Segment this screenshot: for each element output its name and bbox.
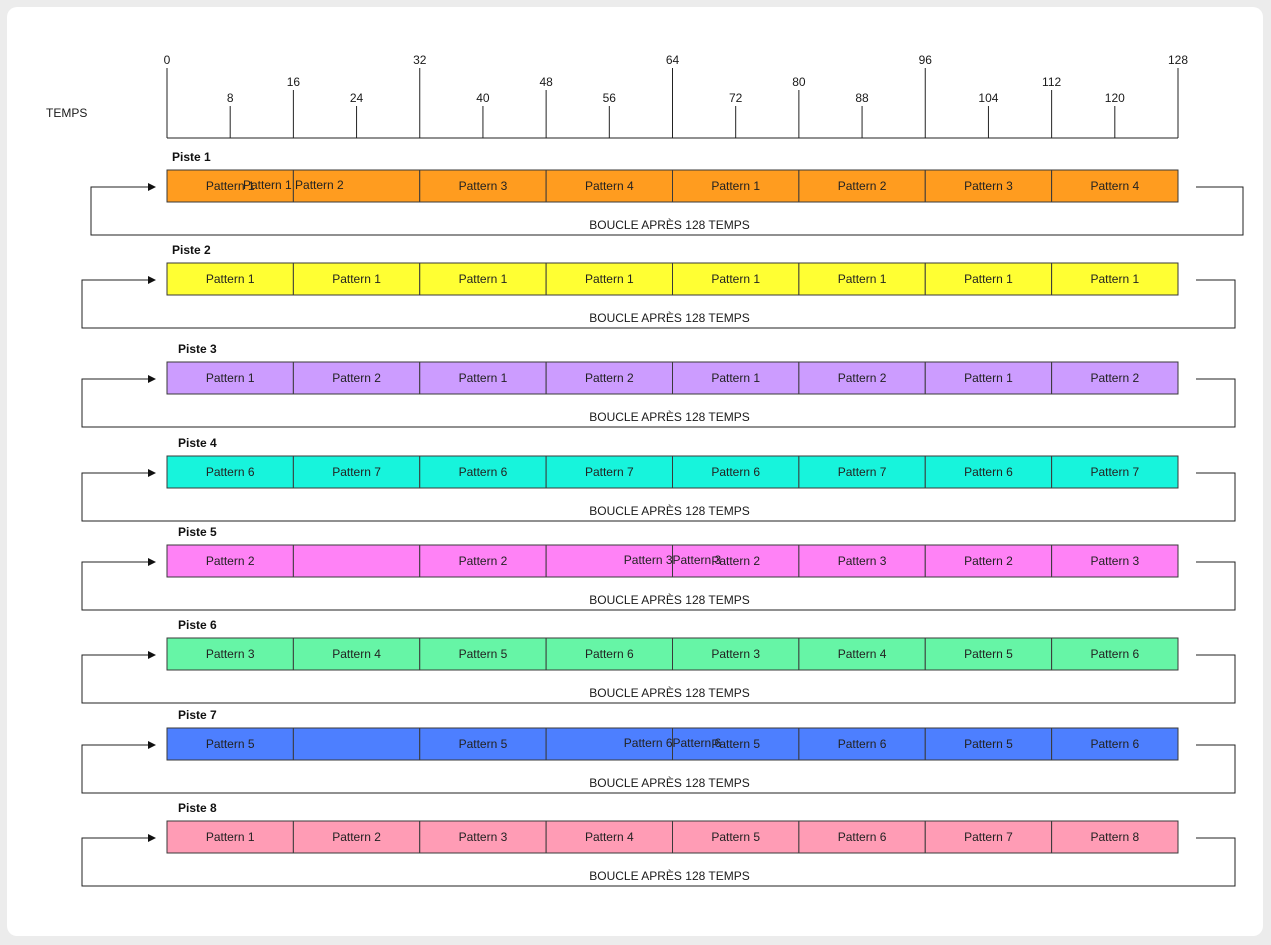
ruler-tick-label: 104 <box>978 91 999 105</box>
track-5 <box>82 525 1235 610</box>
ruler-tick-label: 88 <box>855 91 869 105</box>
ruler-tick-label: 16 <box>286 75 301 89</box>
pattern-label: Pattern 2 <box>584 371 634 385</box>
pattern-label: Pattern 5 <box>964 647 1013 661</box>
pattern-label: Pattern 4 <box>837 647 887 661</box>
track-3 <box>82 342 1235 427</box>
track-8 <box>82 801 1235 886</box>
pattern-label: Pattern 1 <box>964 371 1013 385</box>
pattern-label: Pattern 1 <box>837 272 887 286</box>
track-4 <box>82 436 1235 521</box>
track-name: Piste 5 <box>178 525 217 539</box>
pattern-label: Pattern 6 <box>205 465 255 479</box>
pattern-label: Pattern 4 <box>332 647 381 661</box>
pattern-label: Pattern 7 <box>837 465 887 479</box>
pattern-label: Pattern 1 <box>964 272 1013 286</box>
pattern-label: Pattern 1 <box>711 179 761 193</box>
loop-label: BOUCLE APRÈS 128 TEMPS <box>589 311 750 325</box>
pattern-label: Pattern 3 <box>837 554 887 568</box>
track-2 <box>82 243 1235 328</box>
pattern-label: Pattern 7 <box>332 465 381 479</box>
loop-label: BOUCLE APRÈS 128 TEMPS <box>589 776 750 790</box>
pattern-label: Pattern 2 <box>1090 371 1140 385</box>
track-name: Piste 2 <box>172 243 211 257</box>
pattern-label-overflow: Pattern 6Pattern 6 <box>623 736 722 750</box>
pattern-label: Pattern 3 <box>711 647 761 661</box>
pattern-label: Pattern 5 <box>458 647 508 661</box>
pattern-label: Pattern 5 <box>711 830 761 844</box>
pattern-label: Pattern 1 <box>1090 272 1140 286</box>
pattern-label: Pattern 6 <box>964 465 1013 479</box>
ruler-tick-label: 24 <box>349 91 364 105</box>
pattern-label: Pattern 7 <box>1090 465 1140 479</box>
pattern-cell <box>293 728 419 760</box>
ruler-tick-label: 128 <box>1167 53 1189 67</box>
loop-label: BOUCLE APRÈS 128 TEMPS <box>589 504 750 518</box>
pattern-label: Pattern 6 <box>1090 737 1140 751</box>
ruler-tick-label: 112 <box>1042 75 1062 89</box>
pattern-label: Pattern 6 <box>458 465 508 479</box>
loop-label: BOUCLE APRÈS 128 TEMPS <box>589 218 750 232</box>
pattern-label: Pattern 5 <box>964 737 1013 751</box>
pattern-label: Pattern 2 <box>711 554 761 568</box>
ruler-label: TEMPS <box>46 106 88 120</box>
pattern-label: Pattern 6 <box>584 647 634 661</box>
pattern-label: Pattern 3 <box>964 179 1013 193</box>
pattern-label: Pattern 1 <box>332 272 381 286</box>
pattern-cell <box>293 545 419 577</box>
pattern-label: Pattern 1 <box>205 179 255 193</box>
pattern-label: Pattern 1 <box>458 272 508 286</box>
ruler-tick-label: 48 <box>539 75 553 89</box>
ruler-tick-label: 80 <box>792 75 806 89</box>
ruler-tick-label: 8 <box>226 91 234 105</box>
track-name: Piste 4 <box>178 436 217 450</box>
loop-label: BOUCLE APRÈS 128 TEMPS <box>589 686 750 700</box>
pattern-label: Pattern 2 <box>837 179 887 193</box>
pattern-label: Pattern 8 <box>1090 830 1140 844</box>
pattern-label: Pattern 1 <box>205 272 255 286</box>
pattern-label: Pattern 6 <box>837 737 887 751</box>
pattern-label: Pattern 4 <box>1090 179 1140 193</box>
pattern-label: Pattern 3 <box>1090 554 1140 568</box>
pattern-label: Pattern 7 <box>584 465 634 479</box>
ruler-tick-label: 32 <box>413 53 427 67</box>
pattern-label: Pattern 5 <box>205 737 255 751</box>
pattern-label: Pattern 1 <box>458 371 508 385</box>
pattern-label: Pattern 2 <box>458 554 508 568</box>
pattern-label: Pattern 6 <box>1090 647 1140 661</box>
track-name: Piste 8 <box>178 801 217 815</box>
pattern-label: Pattern 1 <box>711 272 761 286</box>
pattern-label: Pattern 3 <box>205 647 255 661</box>
loop-label: BOUCLE APRÈS 128 TEMPS <box>589 593 750 607</box>
ruler-tick-label: 96 <box>918 53 932 67</box>
pattern-label: Pattern 3 <box>458 830 508 844</box>
pattern-label: Pattern 1 <box>205 371 255 385</box>
pattern-label: Pattern 4 <box>584 179 634 193</box>
track-name: Piste 3 <box>178 342 217 356</box>
pattern-label: Pattern 1 <box>584 272 634 286</box>
pattern-label: Pattern 2 <box>964 554 1013 568</box>
ruler-tick-label: 0 <box>163 53 171 67</box>
track-name: Piste 7 <box>178 708 217 722</box>
pattern-label: Pattern 2 <box>837 371 887 385</box>
track-name: Piste 6 <box>178 618 217 632</box>
track-1 <box>91 150 1243 235</box>
pattern-label: Pattern 2 <box>205 554 255 568</box>
pattern-label: Pattern 6 <box>837 830 887 844</box>
pattern-label-overflow: Pattern 1 Pattern 2 <box>243 178 344 192</box>
pattern-label: Pattern 6 <box>711 465 761 479</box>
pattern-label: Pattern 7 <box>964 830 1013 844</box>
track-6 <box>82 618 1235 703</box>
pattern-label: Pattern 2 <box>332 830 381 844</box>
pattern-label: Pattern 1 <box>711 371 761 385</box>
pattern-label-overflow: Pattern 3Pattern 3 <box>623 553 722 567</box>
ruler-tick-label: 40 <box>476 91 490 105</box>
pattern-label: Pattern 2 <box>332 371 381 385</box>
pattern-label: Pattern 4 <box>584 830 634 844</box>
ruler-tick-label: 64 <box>665 53 680 67</box>
loop-label: BOUCLE APRÈS 128 TEMPS <box>589 869 750 883</box>
loop-label: BOUCLE APRÈS 128 TEMPS <box>589 410 750 424</box>
pattern-label: Pattern 3 <box>458 179 508 193</box>
ruler-tick-label: 120 <box>1104 91 1125 105</box>
ruler-tick-label: 56 <box>602 91 616 105</box>
pattern-label: Pattern 1 <box>205 830 255 844</box>
pattern-label: Pattern 5 <box>711 737 761 751</box>
track-7 <box>82 708 1235 793</box>
pattern-label: Pattern 5 <box>458 737 508 751</box>
track-name: Piste 1 <box>172 150 211 164</box>
ruler-tick-label: 72 <box>729 91 743 105</box>
